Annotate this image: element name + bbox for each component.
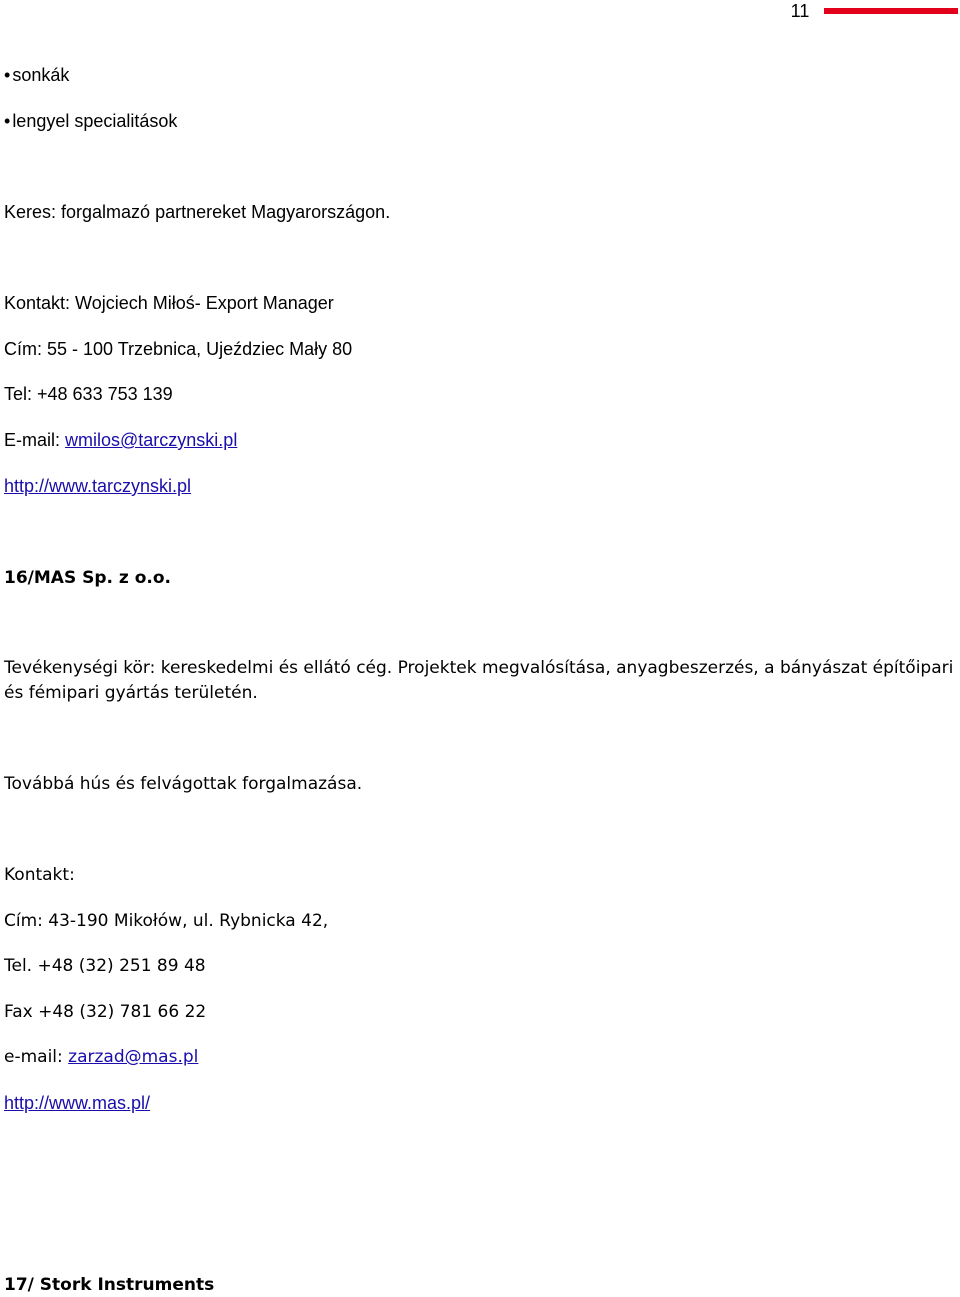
page-header [0,0,960,24]
telephone: Tel: +48 633 753 139 [4,384,173,404]
email-line [4,428,237,452]
list-item-label: lengyel specialitások [12,111,178,131]
email-link[interactable]: wmilos@tarczynski.pl [65,430,238,450]
list-item-label: sonkák [12,65,70,85]
email-link[interactable]: zarzad@mas.pl [68,1047,199,1067]
bullet-icon: • [4,65,11,85]
contact-label: Kontakt: [4,865,75,885]
section-heading: 16/MAS Sp. z o.o. [4,568,171,588]
address: Cím: 43-190 Mikołów, ul. Rybnicka 42, [4,911,329,931]
list-item [4,109,177,133]
website-line [4,1091,150,1115]
activity-description: Tevékenységi kör: kereskedelmi és ellátó cég. Projektek megvalósítása, anyagbeszerzés, a bányászat építőipari és fémipari gyártás területén. [4,658,954,703]
section-heading: 17/ Stork Instruments [4,1275,215,1295]
website-link[interactable]: http://www.tarczynski.pl [4,476,192,496]
address: Cím: 55 - 100 Trzebnica, Ujeździec Mały 80 [4,339,353,359]
fax: Fax +48 (32) 781 66 22 [4,1002,207,1022]
contact-person: Kontakt: Wojciech Miłoś- Export Manager [4,293,334,313]
bullet-icon: • [4,111,11,131]
additional-activity: Továbbá hús és felvágottak forgalmazása. [4,774,363,794]
search-partners-text: Keres: forgalmazó partnereket Magyarországon. [4,202,391,222]
header-accent-bar [824,8,958,14]
website-line [4,474,191,498]
list-item [4,63,69,87]
email-line [4,1045,198,1069]
email-label: E-mail: [4,430,66,450]
telephone: Tel. +48 (32) 251 89 48 [4,956,206,976]
website-link[interactable]: http://www.mas.pl/ [4,1093,151,1113]
email-label: e-mail: [4,1047,69,1067]
page-number: 11 [790,1,810,21]
